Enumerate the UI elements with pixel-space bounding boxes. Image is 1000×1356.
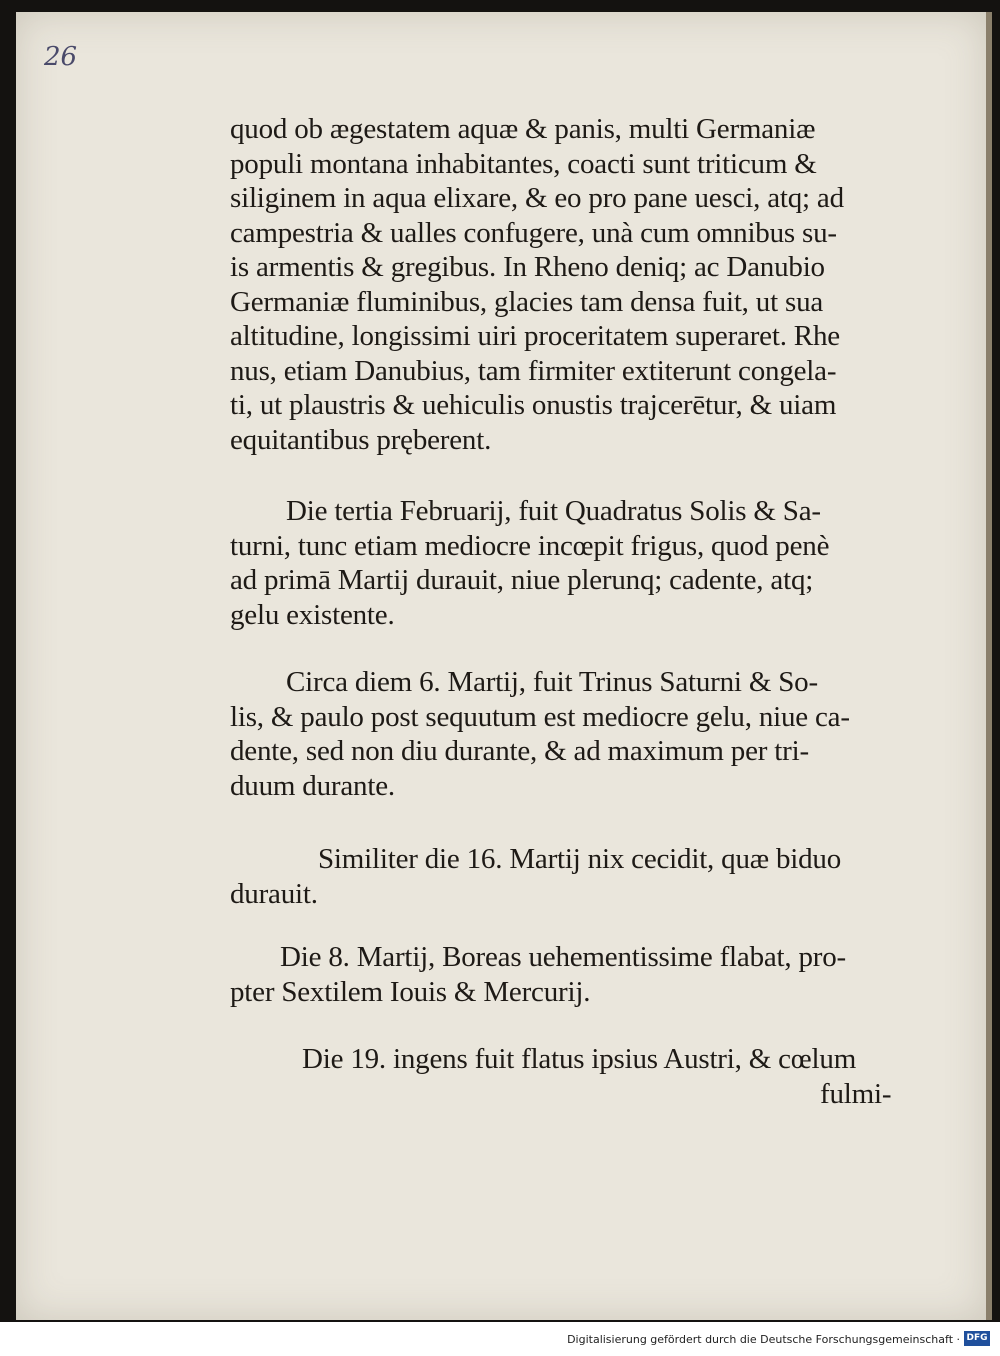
text-line: pter Sextilem Iouis & Mercurij.	[230, 975, 591, 1008]
dfg-logo-icon: DFG	[964, 1331, 990, 1346]
text-line: ad primā Martij durauit, niue plerunq; cadente, atq;	[230, 564, 814, 596]
paragraph-1	[230, 112, 924, 457]
text-line: Die 8. Martij, Boreas uehementissime flabat, pro-	[280, 941, 847, 973]
paragraph-3	[230, 665, 924, 803]
text-line: dente, sed non diu durante, & ad maximum per tri-	[230, 735, 809, 767]
paragraph-5	[230, 940, 924, 1009]
text-line: nus, etiam Danubius, tam firmiter extiterunt congela-	[230, 354, 837, 387]
text-line: Die 19. ingens fuit flatus ipsius Austri, & cœlum	[302, 1043, 857, 1075]
catchword: fulmi-	[820, 1077, 892, 1110]
text-line: equitantibus pręberent.	[230, 423, 492, 456]
text-line: turni, tunc etiam mediocre incœpit frigus, quod penè	[230, 529, 830, 562]
text-line: durauit.	[230, 877, 318, 910]
text-line: Circa diem 6. Martij, fuit Trinus Saturni & So-	[286, 666, 818, 698]
paragraph-2	[230, 494, 924, 632]
text-line: populi montana inhabitantes, coacti sunt triticum &	[230, 147, 817, 180]
text-line: Similiter die 16. Martij nix cecidit, quæ biduo	[318, 843, 842, 875]
page-number: 26	[44, 42, 78, 72]
paragraph-6	[230, 1042, 924, 1111]
text-line: ti, ut plaustris & uehiculis onustis trajcerētur, & uiam	[230, 389, 837, 421]
text-line: campestria & ualles confugere, unà cum omnibus su-	[230, 216, 837, 249]
text-line: duum durante.	[230, 769, 395, 802]
footer-bar	[0, 1322, 1000, 1356]
text-line: siliginem in aqua elixare, & eo pro pane uesci, atq; ad	[230, 182, 844, 214]
text-line: is armentis & gregibus. In Rheno deniq; ac Danubio	[230, 251, 825, 283]
scanned-page	[16, 12, 986, 1320]
paragraph-4	[230, 842, 924, 911]
text-line: Die tertia Februarij, fuit Quadratus Solis & Sa-	[286, 495, 821, 527]
footer-credit: Digitalisierung gefördert durch die Deutsche Forschungsgemeinschaft ·	[567, 1333, 960, 1346]
text-line: lis, & paulo post sequutum est mediocre gelu, niue ca-	[230, 700, 850, 733]
page-edge	[986, 12, 992, 1320]
text-line: quod ob ægestatem aquæ & panis, multi Germaniæ	[230, 113, 816, 145]
text-line: gelu existente.	[230, 598, 395, 631]
text-line: Germaniæ fluminibus, glacies tam densa fuit, ut sua	[230, 285, 824, 318]
text-line: altitudine, longissimi uiri proceritatem superaret. Rhe	[230, 320, 840, 352]
